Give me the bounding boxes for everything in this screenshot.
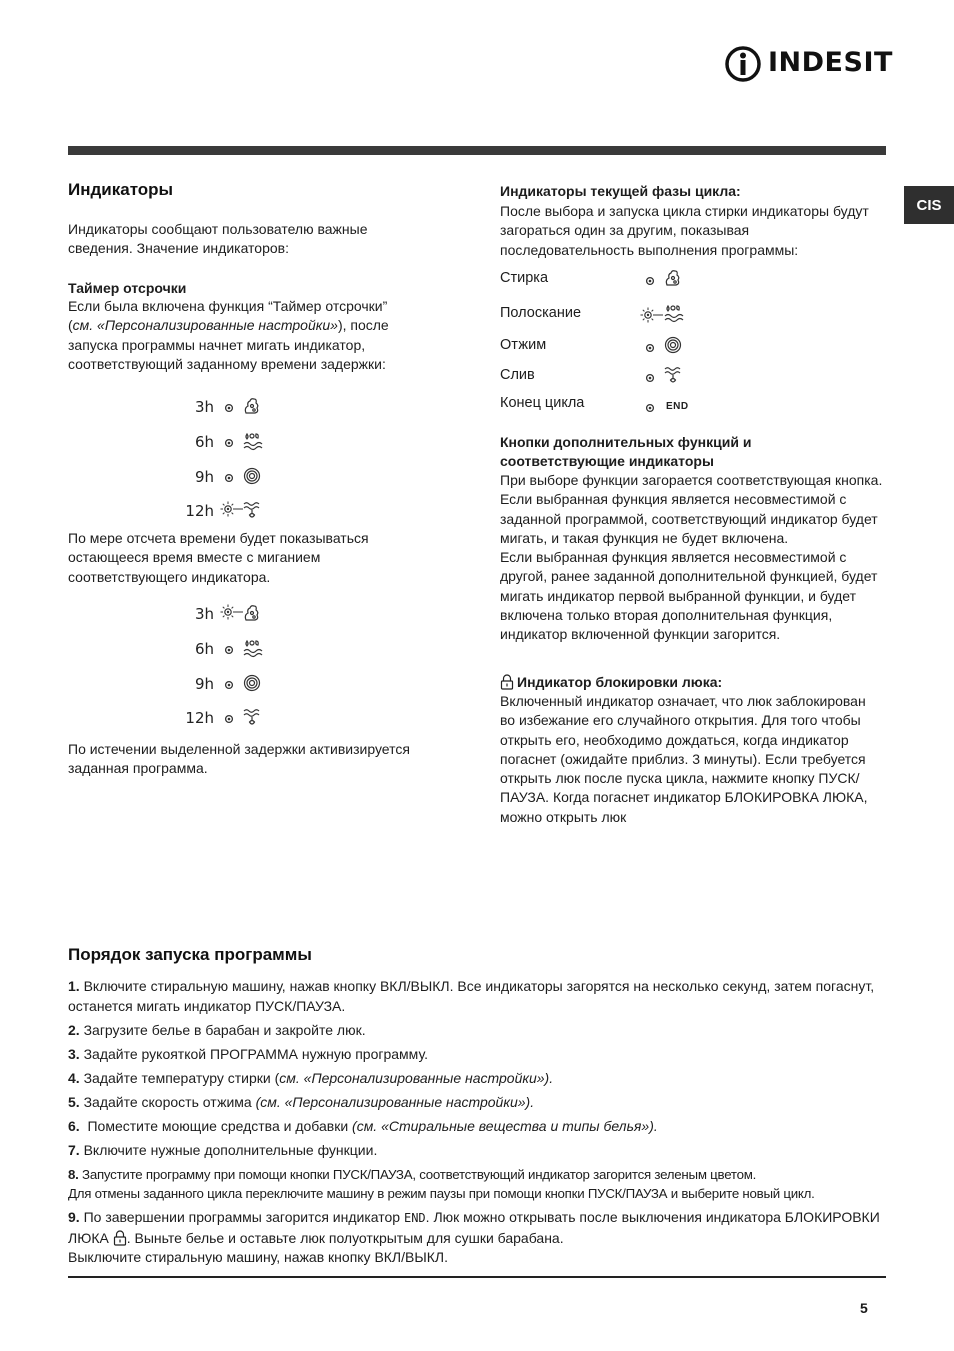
timer-settings-ref: см. «Персонализированные настройки» [72, 317, 338, 334]
step-5: 5. Задайте скорость отжима (см. «Персонализированные настройки»). [68, 1093, 535, 1110]
indicator-dot-icon [224, 403, 234, 413]
timer-indicator-3h: 3h [186, 395, 286, 421]
start-steps-list [68, 977, 886, 1272]
indesit-logo [724, 44, 893, 84]
door-lock-heading: Индикатор блокировки люка: [500, 673, 886, 692]
countdown-text: По мере отсчета времени будет показываться остающееся время вместе с миганием соответствующего индикатора. [68, 530, 369, 585]
indicator-dot-icon [645, 403, 655, 413]
door-lock-icon [113, 1230, 127, 1246]
indicators-intro: Индикаторы сообщают пользователю важные сведения. Значение индикаторов: [68, 221, 368, 257]
step-8: 8. Запустите программу при помощи кнопки ПУСК/ПАУЗА, соответствующий индикатор загорится зеленым цветом. Для отмены заданного цикла переключите машину в режим паузы при помощи кнопки ПУСК/ПАУЗА и выберите новый цикл. [68, 1166, 815, 1201]
timer-line-2: (см. «Персонализированные настройки»), после [68, 317, 389, 334]
timer-line-3: запуска программы начнет мигать индикатор, соответствующий заданному времени задержки: [68, 336, 386, 372]
brand-name: INDESIT [768, 47, 893, 78]
drain-icon [663, 365, 683, 385]
blinking-indicator-icon [220, 604, 244, 620]
step-4: 4. Задайте температуру стирки (см. «Персонализированные настройки»). [68, 1069, 554, 1086]
wash-icon [242, 396, 262, 416]
spin-icon [242, 673, 262, 693]
timer-line-1: Если была включена функция “Таймер отсрочки” [68, 298, 388, 314]
indicator-dot-icon [224, 645, 234, 655]
indicator-dot-icon [224, 680, 234, 690]
indicator-dot-icon [224, 473, 234, 483]
timer-indicator-9h: 9h [186, 465, 286, 491]
timer2-indicator-3h: 3h [186, 602, 286, 628]
drain-icon [242, 500, 262, 520]
phase-description: После выбора и запуска цикла стирки индикаторы будут загораться один за другим, показывая последовательность выполнения программы: [500, 203, 869, 258]
wash-icon [242, 603, 262, 623]
language-tab: CIS [904, 186, 954, 224]
step-2: 2. Загрузите белье в барабан и закройте люк. [68, 1021, 366, 1038]
phase-wash: Стирка [500, 270, 700, 294]
options-heading: Кнопки дополнительных функций и соответствующие индикаторы [500, 434, 752, 470]
step-1: 1. Включите стиральную машину, нажав кнопку ВКЛ/ВЫКЛ. Все индикаторы загорятся на несколько секунд, затем погаснут, останется мигать индикатор ПУСК/ПАУЗА. [68, 978, 875, 1014]
indicator-dot-icon [645, 373, 655, 383]
spin-icon [242, 466, 262, 486]
timer2-indicator-9h: 9h [186, 672, 286, 698]
phase-spin: Отжим [500, 337, 700, 361]
end-indicator-label: END [403, 1211, 426, 1225]
options-description: При выборе функции загорается соответствующая кнопка. Если выбранная функция является несовместимой с заданной программой, соответствующий индикатор будет мигать, и такая функция не будет включена. Если выбранная функция является несовместимой с другой, ранее заданной дополнительной функцией, будет мигать индикатор первой выбранной функции, и будет включена только вторая дополнительная функция, индикатор включенной функции загорится. [500, 472, 883, 643]
timer-heading: Таймер отсрочки [68, 280, 187, 296]
spin-icon [663, 335, 683, 355]
after-delay-text: По истечении выделенной задержки активизируется заданная программа. [68, 741, 410, 777]
rinse-icon [663, 303, 685, 323]
indicator-dot-icon [645, 343, 655, 353]
rinse-icon [242, 638, 264, 658]
phase-heading: Индикаторы текущей фазы цикла: [500, 183, 741, 199]
door-lock-icon [500, 674, 514, 690]
step-3: 3. Задайте рукояткой ПРОГРАММА нужную программу. [68, 1045, 428, 1062]
indicator-dot-icon [224, 714, 234, 724]
drain-icon [242, 707, 262, 727]
timer-indicator-12h: 12h [186, 499, 286, 525]
door-lock-description: Включенный индикатор означает, что люк заблокирован во избежание его случайного открытия. Для того чтобы открыть его, необходимо дождаться, когда индикатор погаснет (ожидайте приблиз. 3 минуты). Если требуется открыть люк после пуска цикла, нажмите кнопку ПУСК/ПАУЗА. Когда погаснет индикатор БЛОКИРОВКА ЛЮКА, можно открыть люк [500, 693, 868, 825]
start-program-heading: Порядок запуска программы [68, 945, 312, 964]
end-label: END [666, 401, 689, 412]
phase-drain: Слив [500, 367, 700, 391]
footer-rule [68, 1276, 886, 1278]
timer2-indicator-6h: 6h [186, 637, 286, 663]
step-7: 7. Включите нужные дополнительные функции. [68, 1141, 378, 1158]
indicator-dot-icon [645, 276, 655, 286]
indicators-heading: Индикаторы [68, 180, 174, 199]
step-6: 6. Поместите моющие средства и добавки (см. «Стиральные вещества и типы белья»). [68, 1117, 658, 1134]
timer-indicator-6h: 6h [186, 430, 286, 456]
timer-description [68, 297, 428, 374]
phase-end: Конец цикла END [500, 395, 689, 412]
page-number: 5 [860, 1300, 868, 1316]
step-9: 9. По завершении программы загорится индикатор END. Люк можно открывать после выключения индикатора БЛОКИРОВКИ ЛЮКА . Выньте белье и оставьте люк полуоткрытым для сушки барабана. Выключите стиральную машину, нажав кнопку ВКЛ/ВЫКЛ. [68, 1209, 880, 1265]
timer2-indicator-12h: 12h [186, 706, 286, 732]
phase-rinse: Полоскание [500, 305, 700, 329]
indicator-dot-icon [224, 438, 234, 448]
logo-emblem-icon [724, 44, 764, 84]
header-rule [68, 146, 886, 155]
blinking-indicator-icon [220, 501, 244, 517]
rinse-icon [242, 431, 264, 451]
wash-icon [663, 268, 683, 288]
blinking-indicator-icon [640, 307, 664, 323]
